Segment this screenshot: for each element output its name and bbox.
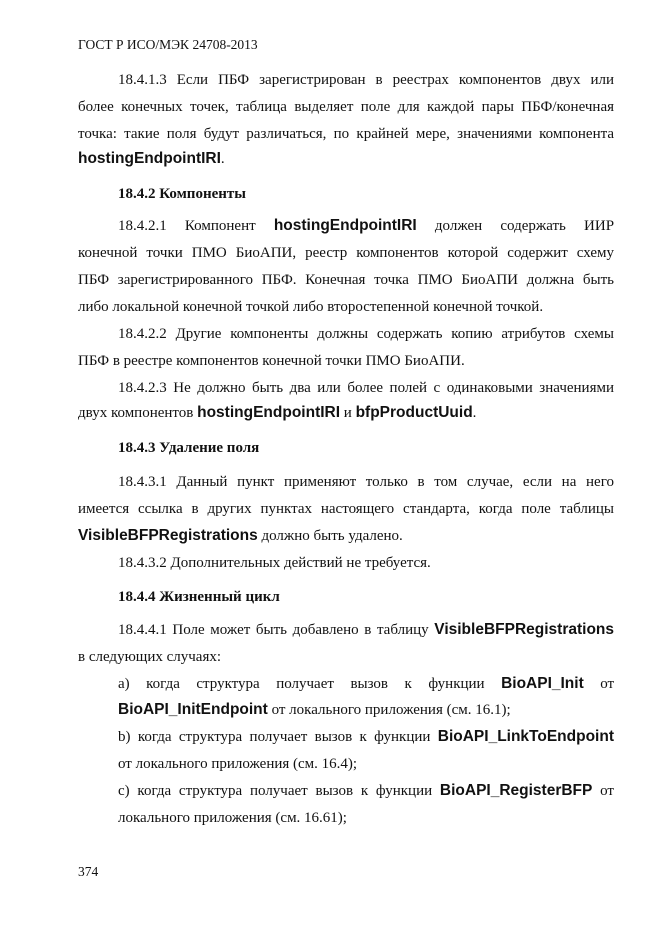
running-header: ГОСТ Р ИСО/МЭК 24708-2013 <box>78 37 258 52</box>
code-term: hostingEndpointIRI <box>273 217 417 234</box>
paragraph-line: более конечных точек, таблица выделяет поле для каждой пары ПБФ/конечная <box>78 99 614 115</box>
paragraph-line: 18.4.4.1 Поле может быть добавлено в таблицу VisibleBFPRegistrations <box>118 621 614 638</box>
paragraph-line: имеется ссылка в других пунктах настоящего стандарта, когда поле таблицы <box>78 501 614 517</box>
code-term: BioAPI_RegisterBFP <box>439 782 593 799</box>
paragraph-line: 18.4.2.1 Компонент hostingEndpointIRI должен содержать ИИР <box>118 217 615 234</box>
code-term: hostingEndpointIRI <box>197 404 341 421</box>
list-item-line: а) когда структура получает вызов к функции BioAPI_Init от <box>118 675 615 692</box>
paragraph-line: hostingEndpointIRI. <box>78 150 225 167</box>
paragraph-line: ПБФ в реестре компонентов конечной точки ПМО БиоАПИ. <box>78 353 465 369</box>
paragraph-line: VisibleBFPRegistrations должно быть удалено. <box>78 527 403 544</box>
page-number: 374 <box>78 864 99 879</box>
section-heading: 18.4.4 Жизненный цикл <box>118 589 280 605</box>
paragraph-line: двух компонентов hostingEndpointIRI и bfpProductUuid. <box>78 404 477 421</box>
section-heading: 18.4.3 Удаление поля <box>118 440 260 456</box>
section-heading: 18.4.2 Компоненты <box>118 186 246 202</box>
code-term: VisibleBFPRegistrations <box>78 527 258 544</box>
list-item-line: b) когда структура получает вызов к функции BioAPI_LinkToEndpoint <box>118 728 614 745</box>
code-term: BioAPI_InitEndpoint <box>118 701 268 718</box>
code-term: VisibleBFPRegistrations <box>434 621 614 638</box>
list-item-line: BioAPI_InitEndpoint от локального приложения (см. 16.1); <box>118 701 511 718</box>
paragraph-line: точка: такие поля будут различаться, по крайней мере, значениями компонента <box>78 126 614 142</box>
code-term: BioAPI_Init <box>501 675 584 692</box>
paragraph-line: 18.4.2.3 Не должно быть два или более полей с одинаковыми значениями <box>118 380 614 396</box>
list-item-line: локального приложения (см. 16.61); <box>118 810 347 826</box>
paragraph-line: 18.4.2.2 Другие компоненты должны содержать копию атрибутов схемы <box>118 326 614 342</box>
paragraph-line: либо локальной конечной точкой либо второстепенной конечной точкой. <box>78 299 544 315</box>
paragraph-line: ПБФ зарегистрированного ПБФ. Конечная точка ПМО БиоАПИ должна быть <box>78 272 614 288</box>
paragraph-line: в следующих случаях: <box>78 649 222 665</box>
list-item-line: от локального приложения (см. 16.4); <box>118 756 358 772</box>
paragraph-line: 18.4.3.1 Данный пункт применяют только в том случае, если на него <box>118 474 614 490</box>
paragraph-line: 18.4.3.2 Дополнительных действий не требуется. <box>118 555 431 571</box>
code-term: hostingEndpointIRI <box>78 150 221 167</box>
code-term: bfpProductUuid <box>355 404 473 421</box>
paragraph-line: конечной точки ПМО БиоАПИ, реестр компонентов которой содержит схему <box>78 245 614 261</box>
paragraph-line: 18.4.1.3 Если ПБФ зарегистрирован в реестрах компонентов двух или <box>118 72 614 88</box>
list-item-line: c) когда структура получает вызов к функции BioAPI_RegisterBFP от <box>118 782 614 799</box>
code-term: BioAPI_LinkToEndpoint <box>437 728 614 745</box>
